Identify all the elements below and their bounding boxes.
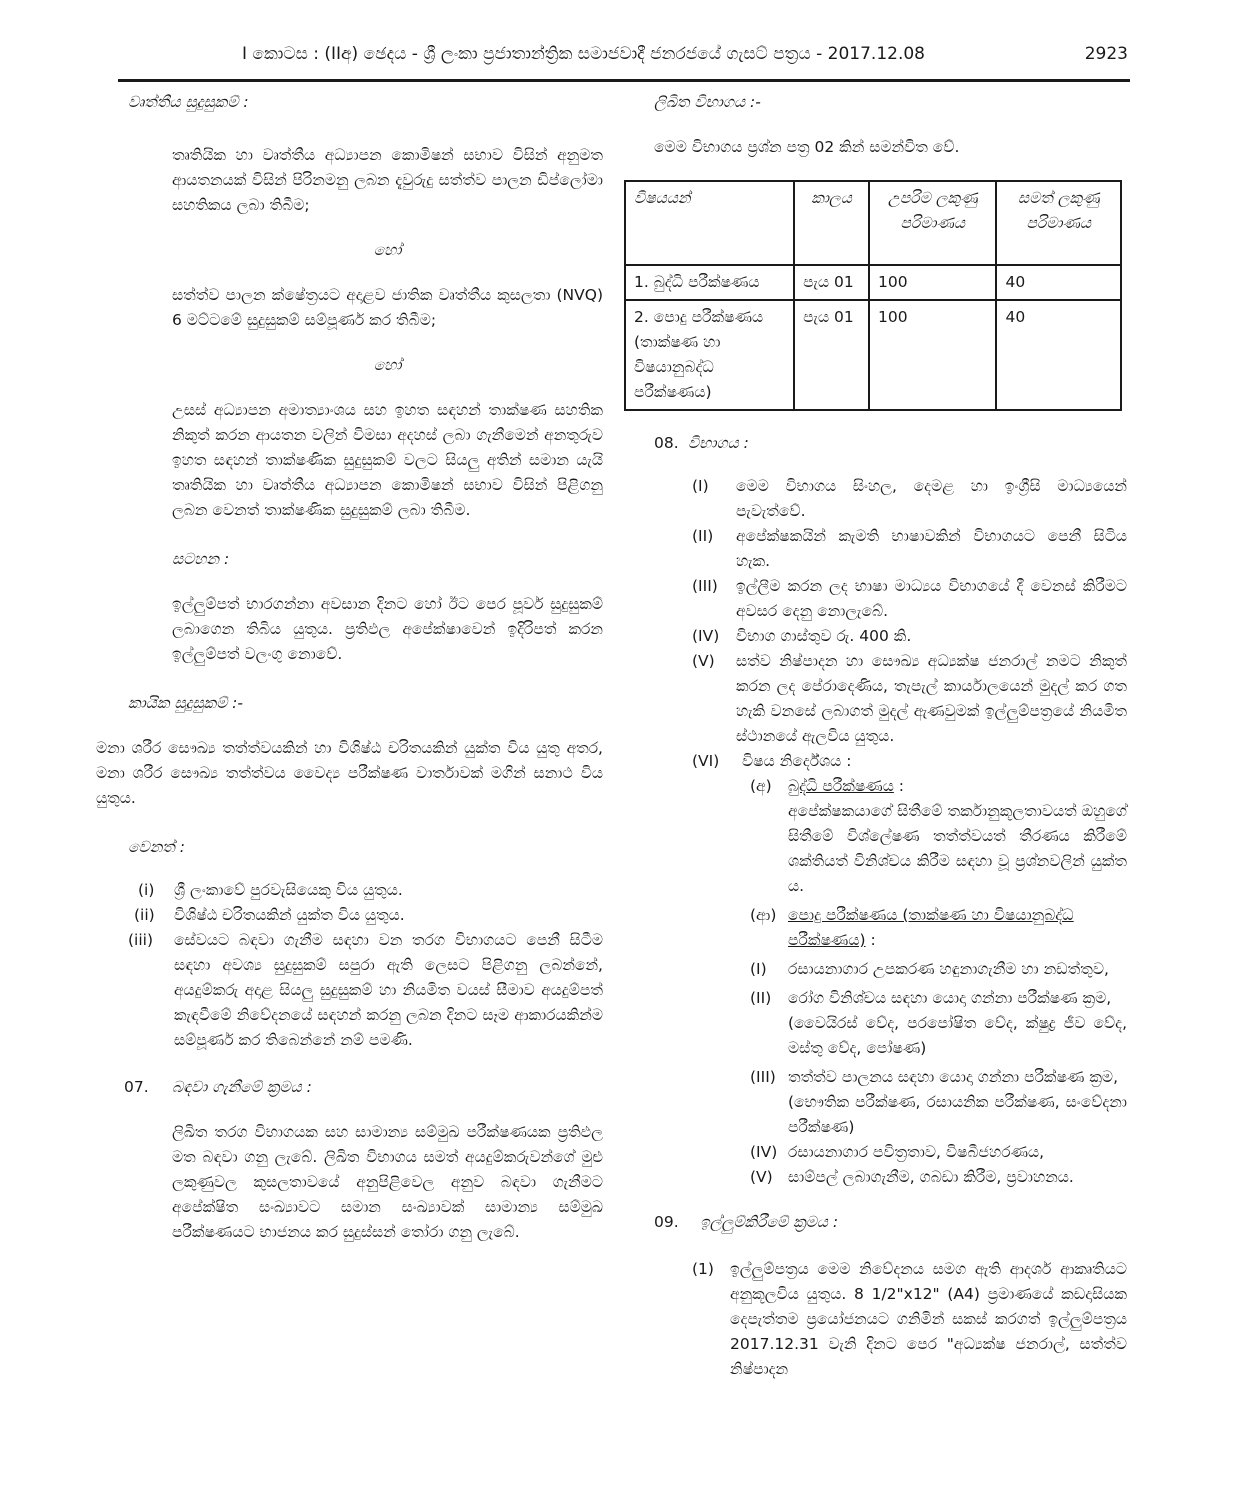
syllabus-item-heading	[788, 903, 1127, 953]
list-item-text: විභාග ගාස්තුව රු. 400 කි.	[736, 627, 912, 645]
list-item	[624, 649, 1127, 749]
table-header-subjects: විෂයයන්	[625, 181, 794, 265]
syllabus-item-label: (ආ)	[750, 906, 777, 924]
section-08-heading-row	[624, 431, 1129, 456]
table-cell: 40	[996, 265, 1121, 300]
note-text: ඉල්ලුම්පත් භාරගන්නා අවසාන දිනට හෝ ඊට පෙර පූර්ව සුදුසුකම් ලබාගෙන තිබිය යුතුය. ප්‍රතිඵල අපේක්ෂාවෙන් ඉදිරිපත් කරන ඉල්ලුම්පත් වලංගු නොවේ.	[172, 595, 603, 663]
list-item	[96, 928, 603, 1053]
list-item	[624, 1165, 1127, 1190]
syllabus-item	[624, 774, 1127, 899]
list-item-label: (II)	[750, 989, 772, 1007]
list-item-text: විශිෂ්ඨ චරිතයකින් යුක්ත විය යුතුය.	[174, 906, 405, 924]
section-08-number: 08.	[654, 434, 679, 452]
table-cell: 2. පොදු පරීක්ෂණය (තාක්ෂණ හා විෂයානුබද්ධ පරීක්ෂණය)	[625, 300, 794, 410]
syllabus-item	[624, 903, 1127, 953]
list-item-label: (III)	[692, 577, 718, 595]
list-item	[624, 957, 1127, 982]
list-item-subtext: (වෛයිරස් වේද, පරපෝෂිත වේද, ක්ෂුද්‍ර ජීව වේද, මස්තු වේද, පෝෂණ)	[788, 1014, 1127, 1057]
list-item-text: රෝග විනිශ්චය සඳහා යොදා ගන්නා පරීක්ෂණ ක්‍රම,	[788, 989, 1112, 1007]
list-item-text: ඉල්ලීම කරන ලද භාෂා මාධ්‍යය විභාගයේ දී වෙනස් කිරීමට අවසර දෙනු නොලැබේ.	[736, 577, 1127, 620]
list-item-text: තත්ත්ව පාලනය සඳහා යොදා ගන්නා පරීක්ෂණ ක්‍රම,	[788, 1068, 1118, 1086]
table-cell: 1. බුද්ධි පරීක්ෂණය	[625, 265, 794, 300]
table-cell: පැය 01	[794, 300, 869, 410]
table-cell: 40	[996, 300, 1121, 410]
list-item-text: සාම්පල් ලබාගැනීම, ගබඩා කිරීම, ප්‍රවාහනය.	[788, 1168, 1074, 1186]
table-header-pass-marks: සමත් ලකුණු පරිමාණය	[996, 181, 1121, 265]
physical-qualifications-heading: කායික සුදුසුකම් :-	[128, 694, 243, 712]
section-07-number: 07.	[124, 1078, 149, 1096]
list-item	[624, 1140, 1127, 1165]
page-header	[118, 44, 1130, 74]
list-item-label: (II)	[692, 527, 714, 545]
list-item	[624, 1065, 1127, 1140]
list-item	[624, 524, 1127, 574]
list-item	[624, 1257, 1127, 1382]
other-qualifications-heading: වෙනත් :	[128, 838, 186, 856]
section-09-heading-row	[624, 1210, 1129, 1235]
list-item-label: (V)	[750, 1168, 773, 1186]
list-item-subtext: (භෞතික පරීක්ෂණ, රසායනික පරීක්ෂණ, සංවේදනා පරීක්ෂණ)	[788, 1093, 1127, 1136]
syllabus-item-title: පොදු පරීක්ෂණය (තාක්ෂණ හා විෂයානුබද්ධ පරීක්ෂණය)	[788, 906, 1074, 949]
list-item-text: සේවයට බඳවා ගැනීම සඳහා වන තරග විභාගයට පෙනී සිටීම සඳහා අවශ්‍ය සුදුසුකම් සපුරා ඇති ලෙසට පිළිගනු ලබන්නේ, අයදුම්කරු අදාළ සියලු සුදුසුකම් හා නියමිත වයස් සීමාව අයදුම්පත් කැඳවීමේ නිවේදනයේ සඳහන් කරනු ලබන දිනට සෑම ආකාරයකින්ම සම්පූර්ණ කර තිබෙන්නේ නම් පමණි.	[174, 931, 603, 1049]
exam-rules-list	[624, 474, 1127, 1190]
table-header-max-marks: උපරිම ලකුණු පරිමාණය	[869, 181, 996, 265]
section-09-heading: ඉල්ලුම්කිරීමේ ක්‍රමය :	[700, 1213, 839, 1231]
syllabus-item-colon: :	[865, 931, 876, 949]
section-08-heading: විභාගය :	[688, 434, 749, 452]
list-item-text: ශ්‍රී ලංකාවේ පුරවැසියෙකු විය යුතුය.	[174, 881, 403, 899]
professional-qualifications-heading: වෘත්තීය සුදුසුකම් :	[128, 93, 249, 111]
table-cell: 100	[869, 300, 996, 410]
list-item	[96, 878, 603, 903]
exam-papers-table	[624, 180, 1122, 411]
table-cell: පැය 01	[794, 265, 869, 300]
table-row	[625, 300, 1121, 410]
left-column	[96, 90, 603, 1245]
list-item	[624, 986, 1127, 1061]
list-item-label: (iii)	[128, 931, 154, 949]
list-item-label: (i)	[138, 881, 155, 899]
list-item-label: (IV)	[750, 1143, 778, 1161]
table-header-row	[625, 181, 1121, 265]
list-item-text: අපේක්ෂකයින් කැමති භාෂාවකින් විභාගයට පෙනී සිටිය හැක.	[736, 527, 1127, 570]
or-separator-1: හෝ	[373, 241, 402, 259]
section-07-text: ලිඛිත තරග විභාගයක සහ සාමාන්‍ය සම්මුඛ පරීක්ෂණයක ප්‍රතිඵල මත බඳවා ගනු ලැබේ. ලිඛිත විභාගය සමත් අයදුම්කරුවන්ගේ මුළු ලකුණුවල කුසලතාවයේ අනුපිළිවෙල අනුව බඳවා ගැනීමට අපේක්ෂිත සංඛ්‍යාවට සමාන සංඛ්‍යාවක් සාමාන්‍ය සම්මුඛ පරීක්ෂණයට භාජනය කර සුදුස්සන් තෝරා ගනු ලැබේ.	[172, 1123, 603, 1241]
list-item-text: රසායනාගාර පවිත්‍රතාව, විෂබීජහරණය,	[788, 1143, 1045, 1161]
list-item-text: මෙම විභාගය සිංහල, දෙමළ හා ඉංග්‍රීසි මාධ්‍යයෙන් පැවැත්වේ.	[736, 477, 1127, 520]
professional-qualification-1: තෘතියික හා වෘත්තීය අධ්‍යාපන කොමිෂන් සභාව විසින් අනුමත ආයතනයක් විසින් පිරිනමනු ලබන දැවුරුදු සත්ත්ව පාලන ඩිප්ලෝමා සහතිකය ලබා තිබීම;	[172, 146, 603, 214]
list-item-text: විෂය නිර්දේශය :	[742, 752, 852, 770]
list-item-label: (IV)	[692, 627, 720, 645]
page-number: 2923	[1084, 44, 1128, 64]
syllabus-item-text: අපේක්ෂකයාගේ සිතීමේ තර්කානුකූලතාවයත් ඔහුගේ සිතීමේ විශ්ලේෂණ තත්ත්වයත් තීරණය කිරීමේ ශක්තියත් විනිශ්චය කිරීම සඳහා වූ ප්‍රශ්නවලින් යුක්ත ය.	[788, 802, 1127, 895]
written-exam-heading: ලිඛිත විභාගය :-	[654, 93, 761, 111]
other-qualifications-list	[96, 878, 603, 1053]
section-07-heading: බඳවා ගැනීමේ ක්‍රමය :	[172, 1078, 312, 1096]
professional-qualification-3: උසස් අධ්‍යාපන අමාත්‍යාංශය සහ ඉහත සඳහන් තාක්ෂණ සහතික නිකුත් කරන ආයතන වලින් විමසා අදහස් ලබා ගැනීමෙන් අනතුරුව ඉහත සඳහන් තාක්ෂණික සුදුසුකම් වලට සියලු අතින් සමාන යැයි තෘතියික හා වෘත්තීය අධ්‍යාපන කොමිෂන් සභාව විසින් පිළිගනු ලබන වෙනත් තාක්ෂණික සුදුසුකම් ලබා තිබීම.	[172, 401, 603, 519]
professional-qualification-2: සත්ත්ව පාලන ක්ෂේත්‍රයට අදාළව ජාතික වෘත්තීය කුසලතා (NVQ) 6 මට්ටමේ සුදුසුකම් සම්පූර්ණ කර තිබීම;	[172, 286, 603, 329]
list-item-text: රසායනාගාර උපකරණ හඳුනාගැනීම හා නඩත්තුව,	[788, 960, 1109, 978]
list-item-label: (VI)	[692, 752, 720, 770]
list-item	[96, 903, 603, 928]
table-header-duration: කාලය	[794, 181, 869, 265]
list-item	[624, 574, 1127, 624]
table-row	[625, 265, 1121, 300]
or-separator-2: හෝ	[373, 356, 402, 374]
list-item-label: (ii)	[134, 906, 155, 924]
list-item-label: (1)	[692, 1260, 714, 1278]
written-exam-text: මෙම විභාගය ප්‍රශ්න පත්‍ර 02 කින් සමන්විත වේ.	[654, 138, 960, 156]
physical-qualifications-text: මනා ශරීර සෞඛ්‍ය තත්ත්වයකින් හා විශිෂ්ඨ චරිතයකින් යුක්ත විය යුතු අතර, මනා ශරීර සෞඛ්‍ය තත්ත්වය වෛද්‍ය පරීක්ෂණ වාර්තාවක් මගින් සනාථ විය යුතුය.	[96, 739, 603, 807]
header-rule	[118, 79, 1130, 82]
list-item	[624, 749, 1127, 774]
gazette-header-title: I කොටස : (IIඅ) ඡෙදය - ශ්‍රී ලංකා ප්‍රජාතාන්ත්‍රික සමාජවාදී ජනරජයේ ගැසට් පත්‍රය - 2017.12.08	[242, 44, 925, 64]
syllabus-item-label: (අ)	[750, 777, 772, 795]
list-item	[624, 474, 1127, 524]
note-heading: සටහන :	[172, 550, 230, 568]
list-item-label: (I)	[692, 477, 709, 495]
section-09-number: 09.	[654, 1213, 679, 1231]
syllabus-item-title: බුද්ධි පරීක්ෂණය	[788, 777, 894, 795]
list-item-label: (V)	[692, 652, 715, 670]
section-07-heading-row	[96, 1075, 603, 1100]
table-cell: 100	[869, 265, 996, 300]
syllabus-item-heading	[788, 774, 1127, 799]
list-item	[624, 624, 1127, 649]
list-item-label: (I)	[750, 960, 767, 978]
list-item-text: සත්ව නිෂ්පාදන හා සෞඛ්‍ය අධ්‍යක්ෂ ජනරාල් නමට නිකුත් කරන ලද පේරාදෙණිය, තැපැල් කාර්යාලයෙන් මුදල් කර ගත හැකි වනසේ ලබාගත් මුදල් ඇණවුමක් ඉල්ලුම්පත්‍රයේ නියමිත ස්ථානයේ ඇලවිය යුතුය.	[736, 652, 1127, 745]
right-column	[624, 90, 1129, 1382]
syllabus-item-colon: :	[893, 777, 905, 795]
list-item-label: (III)	[750, 1068, 776, 1086]
list-item-text: ඉල්ලුම්පත්‍රය මෙම නිවේදනය සමග ඇති ආදර්ශ ආකෘතියට අනුකූලවිය යුතුය. 8 1/2"x12" (A4) ප්‍රමාණයේ කඩදාසියක දෙපැත්තම ප්‍රයෝජනයට ගනිමින් සකස් කරගත් ඉල්ලුම්පත්‍රය 2017.12.31 වැනි දිනට පෙර "අධ්‍යක්ෂ ජනරාල්, සත්ත්ව නිෂ්පාදන	[730, 1260, 1127, 1378]
